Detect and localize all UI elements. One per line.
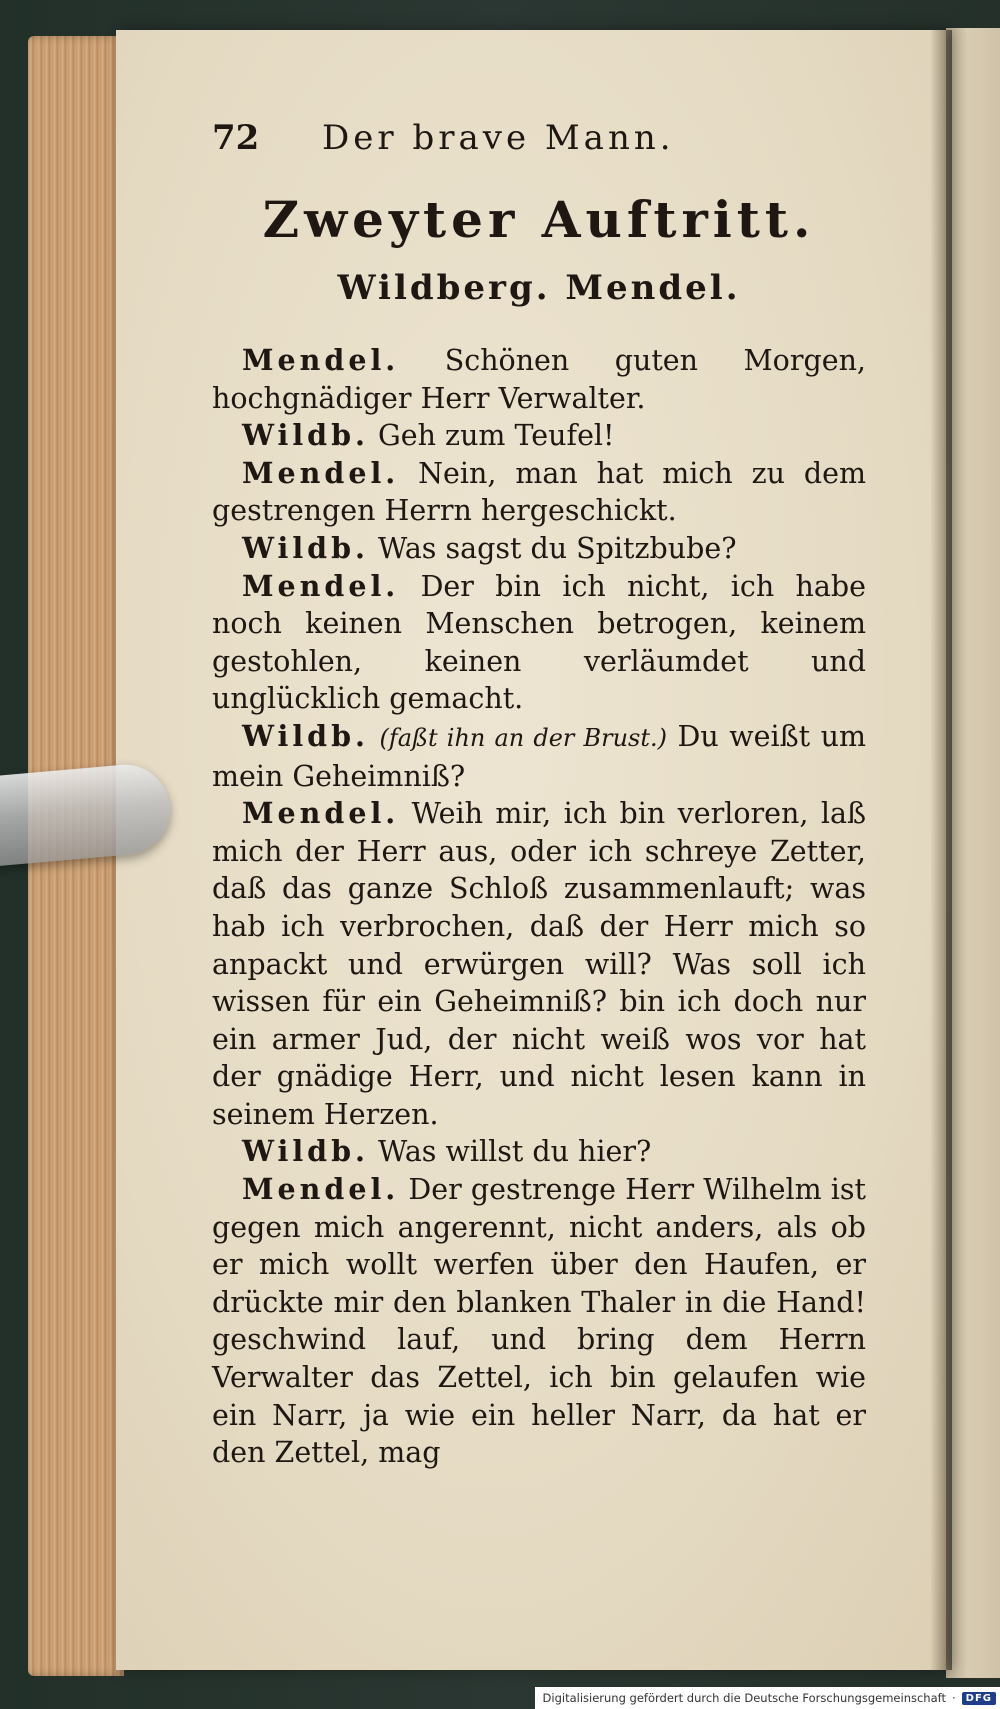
- dialogue: [212, 342, 866, 1472]
- dialogue-line: [212, 417, 866, 455]
- facing-page-edge: [946, 28, 1000, 1678]
- dialogue-line: [212, 1171, 866, 1472]
- speech-text: Nein, man hat mich zu dem gestrengen Herrn hergeschickt.: [212, 456, 867, 528]
- speech-text: Weih mir, ich bin verloren, laß mich der Herr aus, oder ich schreye Zetter, daß das ganze Schloß zusammenlauft; was hab ich verbrochen, daß der Herr mich so anpackt und erwürgen will? Was soll ich wissen für ein Geheimniß? bin ich doch nur ein armer Jud, der nicht weiß wos vor hat der gnädige Herr, und nicht lesen kann in seinem Herzen.: [212, 797, 866, 1131]
- stage-direction: (faßt ihn an der Brust.): [379, 723, 667, 752]
- speaker-name: Mendel.: [242, 343, 400, 377]
- speaker-name: Wildb.: [242, 718, 369, 753]
- speaker-name: Mendel.: [242, 1172, 400, 1207]
- gutter-shadow: [930, 30, 952, 1670]
- dialogue-line: [212, 718, 866, 795]
- dialogue-line: [212, 568, 866, 718]
- speech-text: Der bin ich nicht, ich habe noch keinen Menschen betrogen, keinem gestohlen, keinen verläumdet und unglücklich gemacht.: [212, 569, 866, 716]
- speaker-name: Mendel.: [242, 568, 400, 603]
- speaker-name: Wildb.: [242, 530, 369, 565]
- speaker-name: Mendel.: [242, 455, 400, 490]
- running-title: Der brave Mann.: [322, 118, 675, 158]
- dialogue-line: [212, 342, 866, 417]
- character-list: Wildberg. Mendel.: [337, 268, 741, 308]
- page-number: 72: [212, 118, 260, 158]
- dialogue-line: [212, 795, 866, 1133]
- speech-text: Was willst du hier?: [378, 1135, 652, 1169]
- speech-text: Geh zum Teufel!: [378, 419, 615, 453]
- dfg-logo-icon: DFG: [962, 1692, 996, 1705]
- speech-text: Der gestrenge Herr Wilhelm ist gegen mich angerennt, nicht anders, als ob er mich wollt werfen über den Haufen, er drückte mir den blanken Thaler in die Hand! geschwind lauf, und bring dem Herrn Verwalter das Zettel, ich bin gelaufen wie ein Narr, ja wie ein heller Narr, da hat er den Zettel, mag: [212, 1173, 866, 1470]
- speech-text: Schönen guten Morgen, hochgnädiger Herr Verwalter.: [212, 344, 866, 415]
- speaker-name: Wildb.: [242, 418, 369, 453]
- speaker-name: Wildb.: [242, 1134, 369, 1169]
- speech-text: Du weißt um mein Geheimniß?: [212, 719, 867, 793]
- page-header: [212, 118, 866, 172]
- dialogue-line: [212, 1133, 866, 1171]
- dialogue-line: [212, 455, 866, 530]
- digitization-credit: Digitalisierung gefördert durch die Deutsche Forschungsgemeinschaft · DFG: [535, 1687, 1000, 1709]
- dialogue-line: [212, 530, 866, 568]
- speech-text: Was sagst du Spitzbube?: [378, 531, 737, 565]
- speaker-name: Mendel.: [242, 796, 400, 831]
- scene-title: Zweyter Auftritt.: [262, 190, 816, 249]
- credit-text: Digitalisierung gefördert durch die Deutsche Forschungsgemeinschaft: [542, 1691, 946, 1705]
- page-text: [212, 118, 866, 1472]
